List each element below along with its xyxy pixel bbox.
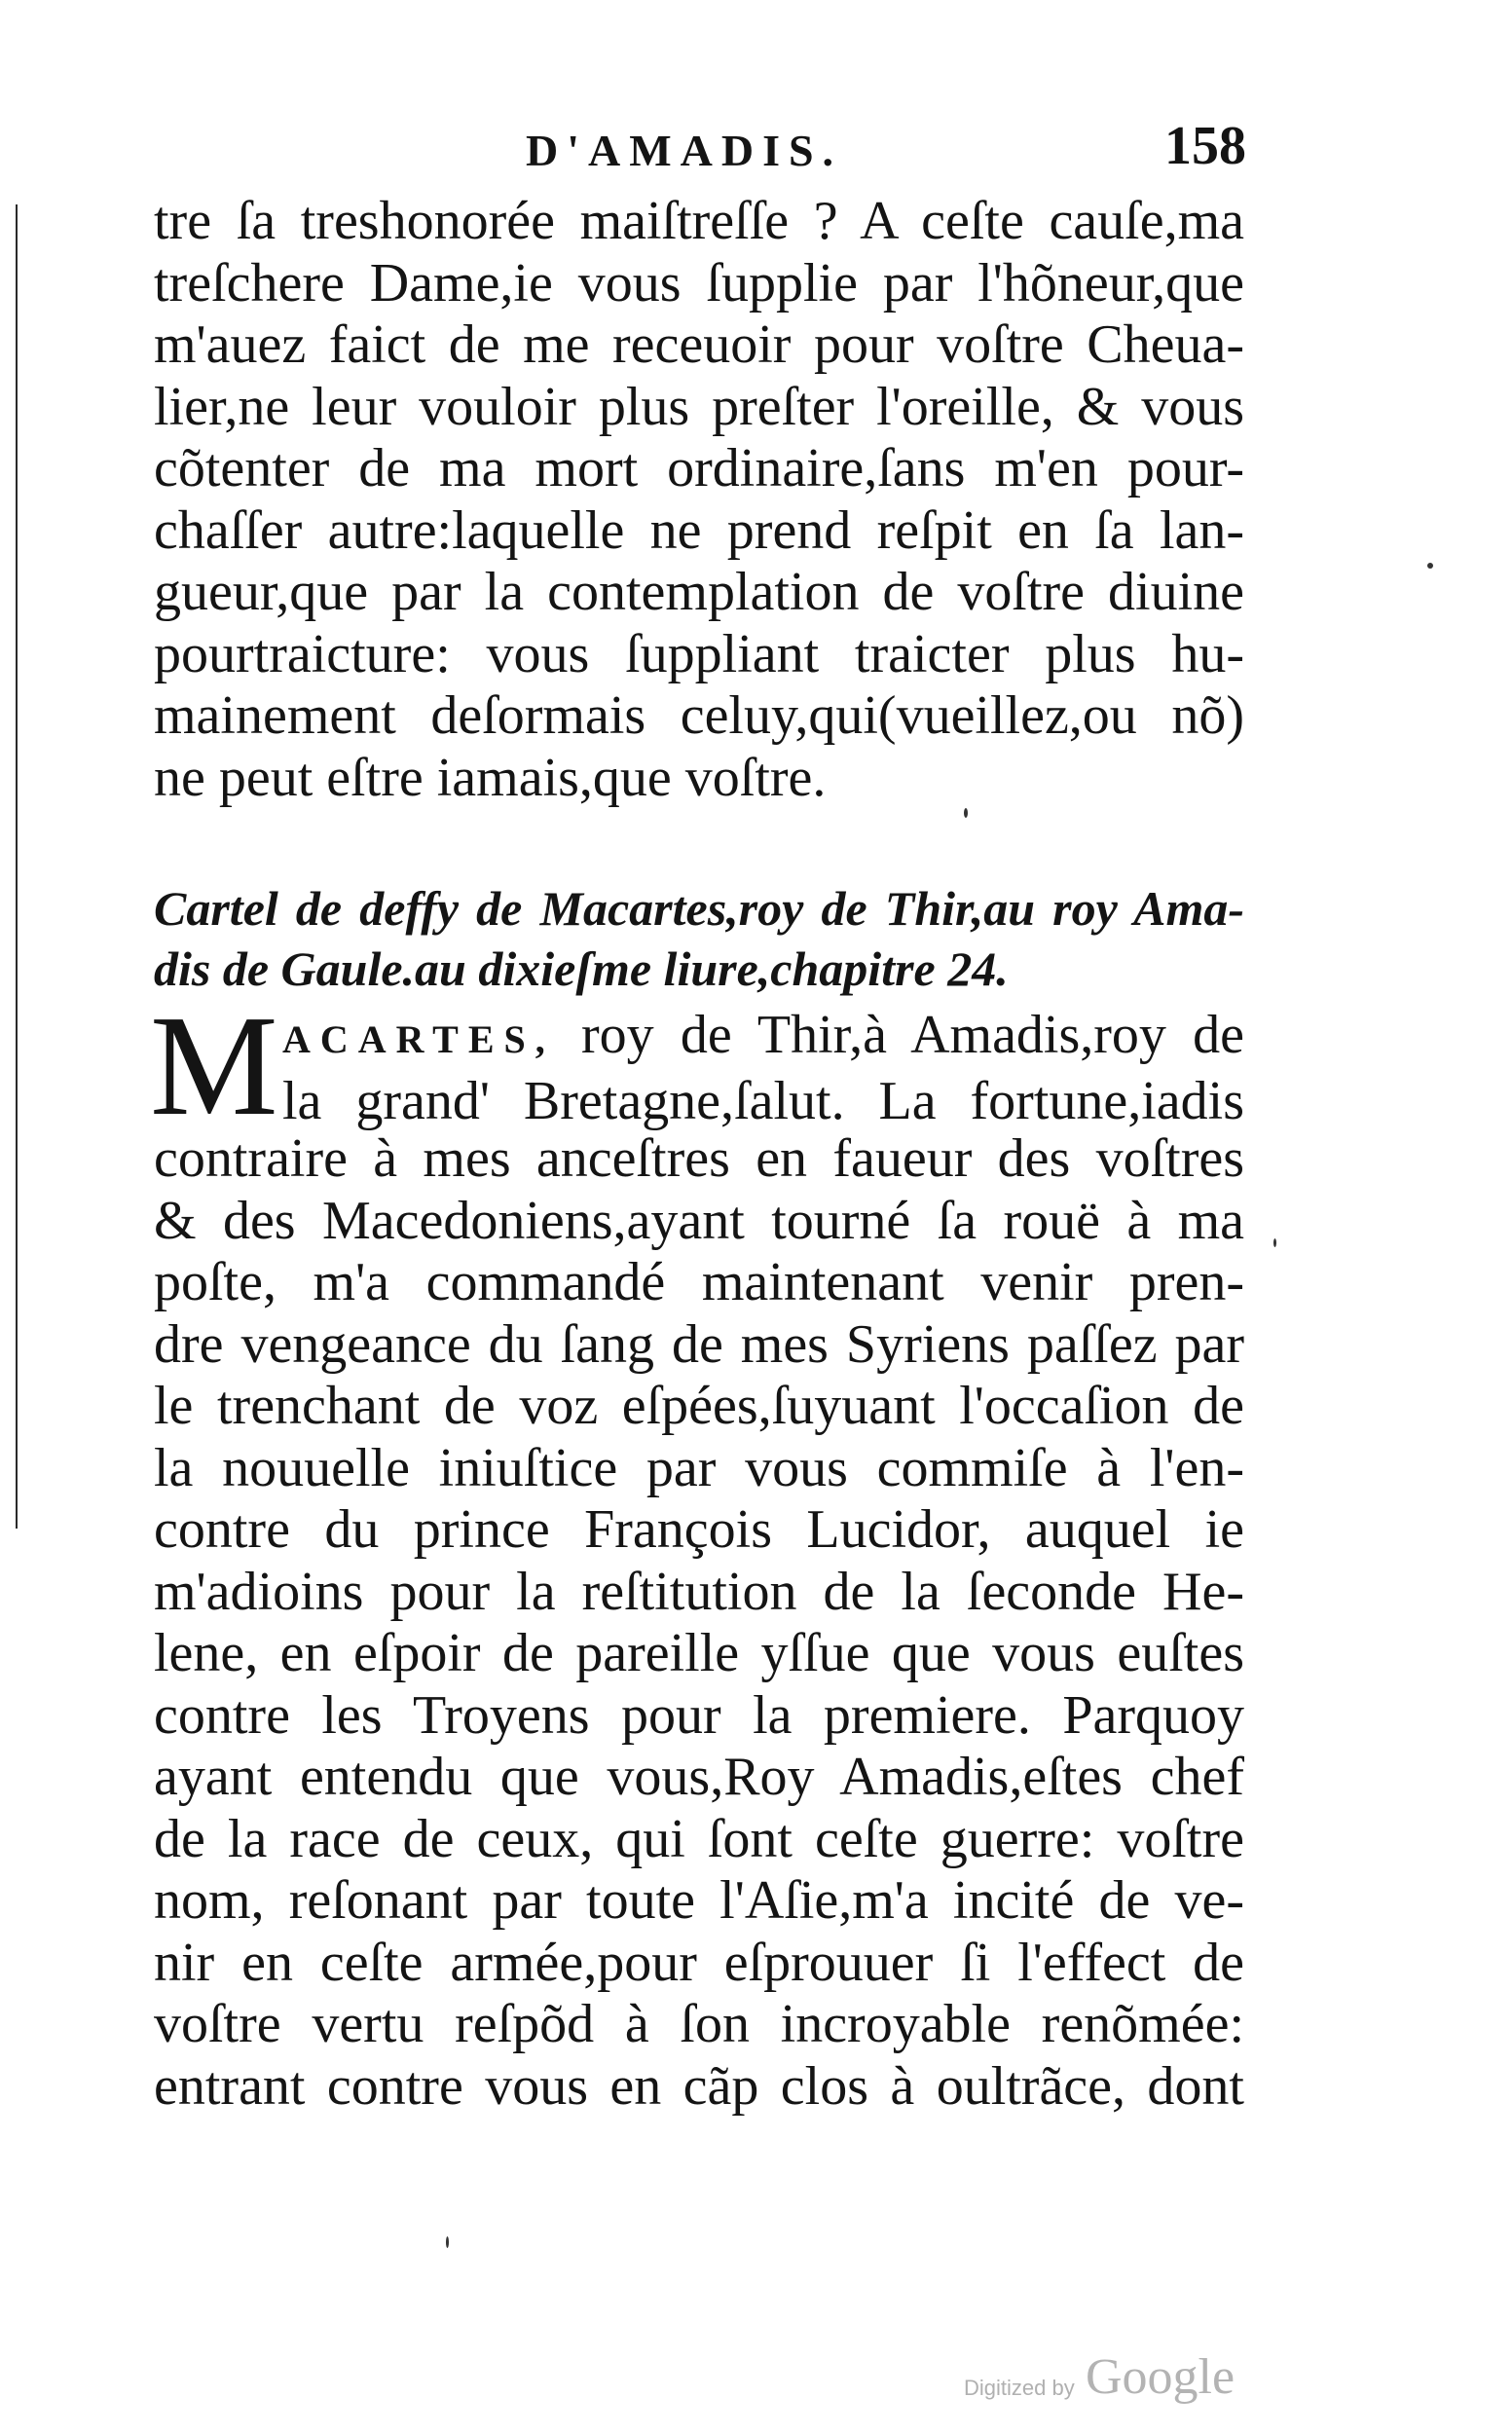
- text-line: ayant entendu que vous,Roy Amadis,eſtes chef: [154, 1747, 1244, 1807]
- text-fragment: roy de Thir,à Amadis,roy de: [554, 1005, 1244, 1065]
- text-line: poſte, m'a commandé maintenant venir pren-: [154, 1252, 1244, 1312]
- digitization-watermark: [964, 2348, 1275, 2407]
- paragraph-2: [150, 986, 1244, 2118]
- dropcap-letter: M: [150, 986, 278, 1146]
- text-line: voſtre vertu reſpõd à ſon incroyable renõmée:: [154, 1994, 1244, 2054]
- text-line: cõtenter de ma mort ordinaire,ſans m'en pour-: [154, 438, 1244, 498]
- dropcap-text: [282, 1005, 1244, 1132]
- text-line: entrant contre vous en cãp clos à oultrãce, dont: [154, 2055, 1244, 2117]
- text-line: ne peut eſtre iamais,que voſtre.: [154, 747, 827, 808]
- text-line: treſchere Dame,ie vous ſupplie par l'hõneur,que: [154, 252, 1244, 313]
- google-logo: Google: [1086, 2349, 1235, 2405]
- dropcap-lines: [150, 986, 1244, 1146]
- text-line: lier,ne leur vouloir plus preſter l'oreille, & vous: [154, 376, 1244, 437]
- running-head: D'AMADIS.: [526, 126, 843, 175]
- text-line: dre vengeance du ſang de mes Syriens paſſez par: [154, 1313, 1244, 1375]
- text-line: m'auez faict de me receuoir pour voſtre Cheua-: [154, 314, 1244, 375]
- text-line: mainement deſormais celuy,qui(vueillez,ou nõ): [154, 685, 1244, 746]
- page-number: 158: [1164, 116, 1246, 176]
- binding-edge-rule: [16, 204, 18, 1529]
- page-header: [146, 115, 1256, 183]
- text-line: m'adioins pour la reſtitution de la ſeconde He-: [154, 1561, 1244, 1622]
- ink-speck: [964, 808, 968, 818]
- text-line: tre ſa treshonorée maiſtreſſe ? A ceſte cauſe,ma: [154, 191, 1244, 251]
- section-heading: [154, 878, 1244, 999]
- text-line: nir en ceſte armée,pour eſprouuer ſi l'effect de: [154, 1932, 1244, 1993]
- heading-line: Cartel de deffy de Macartes,roy de Thir,au roy Ama-: [154, 881, 1244, 936]
- ink-speck: [446, 2236, 449, 2248]
- text-line: contraire à mes anceſtres en faueur des voſtres: [154, 1128, 1244, 1189]
- heading-line: dis de Gaule.au dixieſme liure,chapitre 24.: [154, 941, 1009, 996]
- ink-speck: [1427, 563, 1433, 569]
- text-line: & des Macedoniens,ayant tourné ſa rouë à ma: [154, 1190, 1244, 1251]
- text-line: lene, en eſpoir de pareille yſſue que vous euſtes: [154, 1623, 1244, 1683]
- text-line: pourtraicture: vous ſuppliant traicter plus hu-: [154, 623, 1244, 684]
- digitized-by-label: Digitized by: [964, 2376, 1075, 2400]
- text-line: nom, reſonant par toute l'Aſie,m'a incité de ve-: [154, 1870, 1244, 1931]
- text-line: le trenchant de voz eſpées,ſuyuant l'occaſion de: [154, 1376, 1244, 1436]
- text-line: de la race de ceux, qui ſont ceſte guerre: voſtre: [154, 1808, 1244, 1869]
- text-line: la nouuelle iniuſtice par vous commiſe à l'en-: [154, 1437, 1244, 1498]
- text-line: [282, 1005, 1244, 1071]
- text-line: la grand' Bretagne,ſalut. La fortune,iadis: [282, 1070, 1244, 1131]
- ink-speck: [1273, 1238, 1276, 1247]
- smallcaps-name: ACARTES,: [282, 1017, 555, 1061]
- text-line: contre les Troyens pour la premiere. Parquoy: [154, 1684, 1244, 1746]
- paragraph-1: [154, 191, 1244, 809]
- text-line: contre du prince François Lucidor, auquel ie: [154, 1499, 1244, 1560]
- text-line: chaſſer autre:laquelle ne prend reſpit en ſa lan-: [154, 499, 1244, 561]
- text-line: gueur,que par la contemplation de voſtre diuine: [154, 562, 1244, 622]
